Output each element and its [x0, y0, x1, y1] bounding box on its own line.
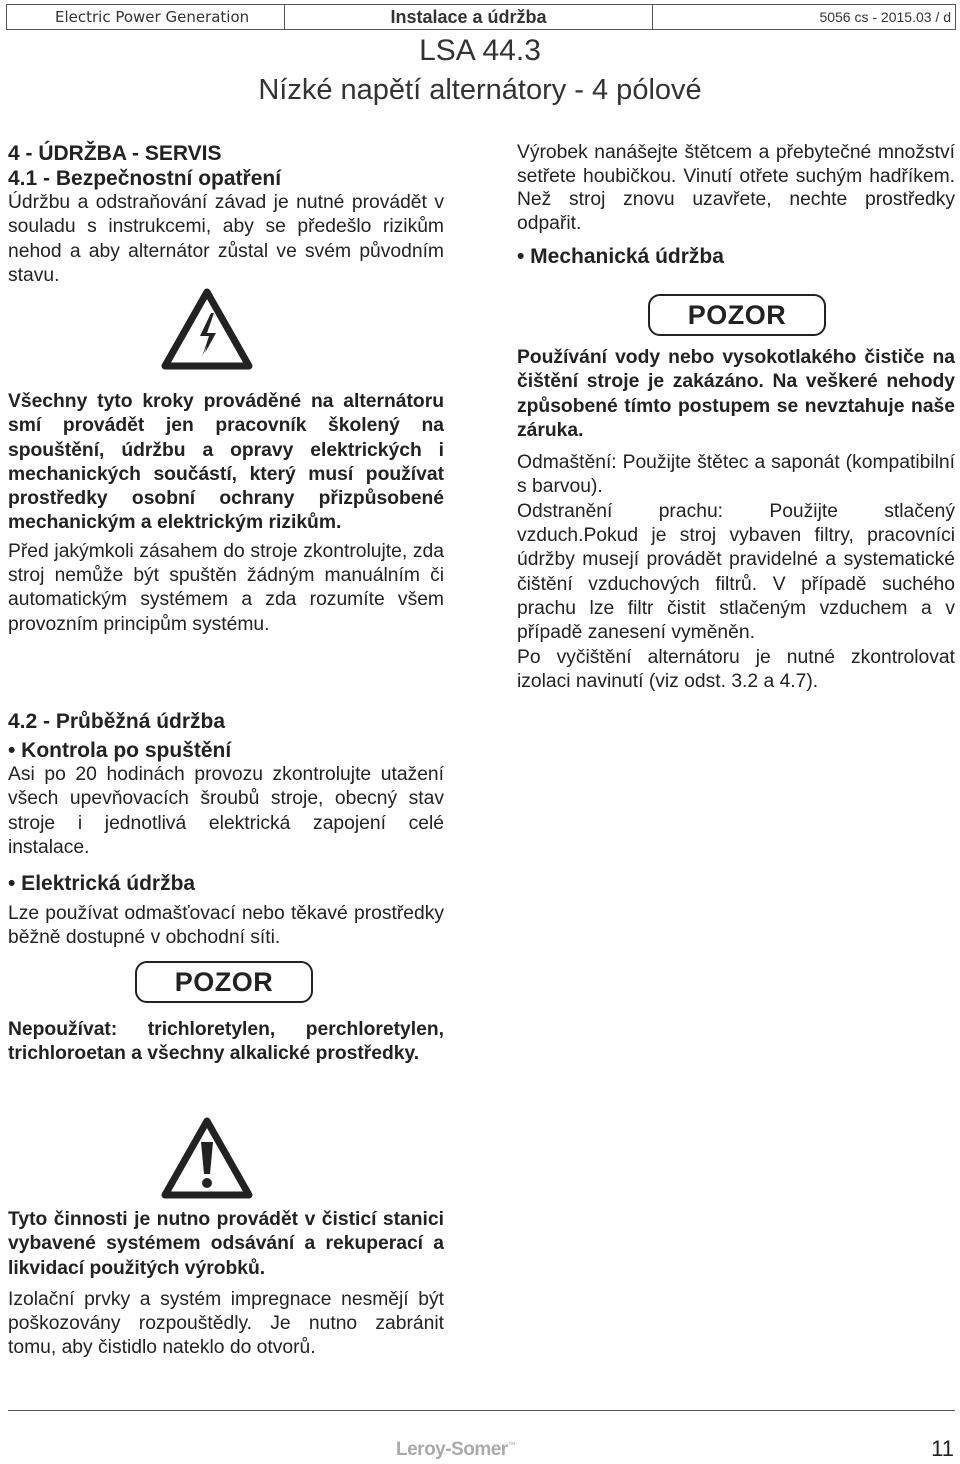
cisticí-block: [8, 1208, 444, 1361]
footer-rule: [8, 1410, 955, 1411]
izolacni-text: Izolační prvky a systém impregnace nesmějí být poškozovány rozpouštědly. Je nutno zabránit tomu, aby čistidlo nateklo do otvorů.: [8, 1288, 444, 1359]
electrical-hazard-icon: [160, 287, 254, 371]
right-column-lower: [517, 346, 955, 694]
kontrola-heading: • Kontrola po spuštění: [8, 739, 232, 762]
elektricka-heading: • Elektrická údržba: [8, 872, 196, 896]
voda-warning-text: Používání vody nebo vysokotlakého čističe na čištění stroje je zakázáno. Na veškeré nehody způsobené tímto postupem se nevztahuje naše záruka.: [517, 347, 955, 441]
elektricka-text: Lze používat odmašťovací nebo těkavé prostředky běžně dostupné v obchodní síti.: [8, 903, 444, 949]
kontrola-izolace-text: Po vyčištění alternátoru je nutné zkontrolovat izolaci navinutí (viz odst. 3.2 a 4.7).: [517, 646, 955, 692]
header-brand: Electric Power Generation: [7, 5, 285, 29]
page-header: [6, 4, 956, 30]
kontrola-text: Asi po 20 hodinách provozu zkontrolujte utažení všech upevňovacích šroubů stroje, obecný stav stroje i jednotlivá elektrická zapojení celé instalace.: [8, 764, 444, 858]
header-section: Instalace a údržba: [285, 5, 653, 29]
warning-text: Před jakýmkoli zásahem do stroje zkontrolujte, zda stroj nemůže být spuštěn žádným manuálním či automatickým systémem a zda rozumíte všem provozním principům systému.: [8, 540, 444, 635]
section-heading-4-1: 4.1 - Bezpečnostní opatření: [8, 167, 282, 190]
mechanicka-heading: • Mechanická údržba: [517, 245, 724, 268]
section-4-1: [8, 141, 444, 288]
page-number: 11: [931, 1436, 954, 1461]
pozor-badge-right: POZOR: [648, 294, 826, 336]
prach-text: Odstranění prachu: Použijte stlačený vzduch.Pokud je stroj vybaven filtry, pracovníci údržby musejí provádět pravidelné a systematické čištění vzduchových filtrů. V případě suchého prachu lze filtr čistit stlačeným vzduchem a v případě zanesení vyměněn.: [517, 500, 955, 644]
warning-bold-text: Všechny tyto kroky prováděné na alternátoru smí provádět jen pracovník školený na spouštění, údržbu a opravy elektrických i mechanických součástí, který musí používat prostředky osobní ochrany přizpůsobené mechanickým a elektrickým rizikům.: [8, 391, 444, 534]
warning-block: [8, 390, 444, 637]
section-4-1-text: Údržbu a odstraňování závad je nutné provádět v souladu s instrukcemi, aby se předešlo rizikům nehod a aby alternátor zůstal ve svém původním stavu.: [8, 192, 444, 286]
nepouzivat-block: [8, 1018, 444, 1067]
header-doc-ref: 5056 cs - 2015.03 / d: [819, 9, 951, 25]
page-subtitle: Nízké napětí alternátory - 4 pólové: [258, 74, 702, 106]
section-4-2: [8, 709, 444, 951]
page-title: LSA 44.3: [419, 34, 541, 67]
cisticí-text: Tyto činnosti je nutno provádět v čisticí stanici vybavené systémem odsávání a rekuperací a likvidací použitých výrobků.: [8, 1209, 444, 1279]
nepouzivat-text: Nepoužívat: trichloretylen, perchloretylen, trichloroetan a všechny alkalické prostředky.: [8, 1019, 444, 1065]
caution-icon: [160, 1116, 254, 1200]
odmasteni-text: Odmaštění: Použijte štětec a saponát (kompatibilní s barvou).: [517, 452, 955, 498]
vyrobek-text: Výrobek nanášejte štětcem a přebytečné množství setřete houbičkou. Vinutí otřete suchým hadříkem. Než stroj znovu uzavřete, nechte prostředky odpařit.: [517, 142, 955, 234]
right-column: [517, 141, 955, 269]
chapter-heading: 4 - ÚDRŽBA - SERVIS: [8, 142, 222, 165]
section-heading-4-2: 4.2 - Průběžná údržba: [8, 710, 226, 733]
pozor-badge-left: POZOR: [135, 961, 313, 1003]
leroy-somer-logo: Leroy-Somer™: [396, 1439, 516, 1460]
